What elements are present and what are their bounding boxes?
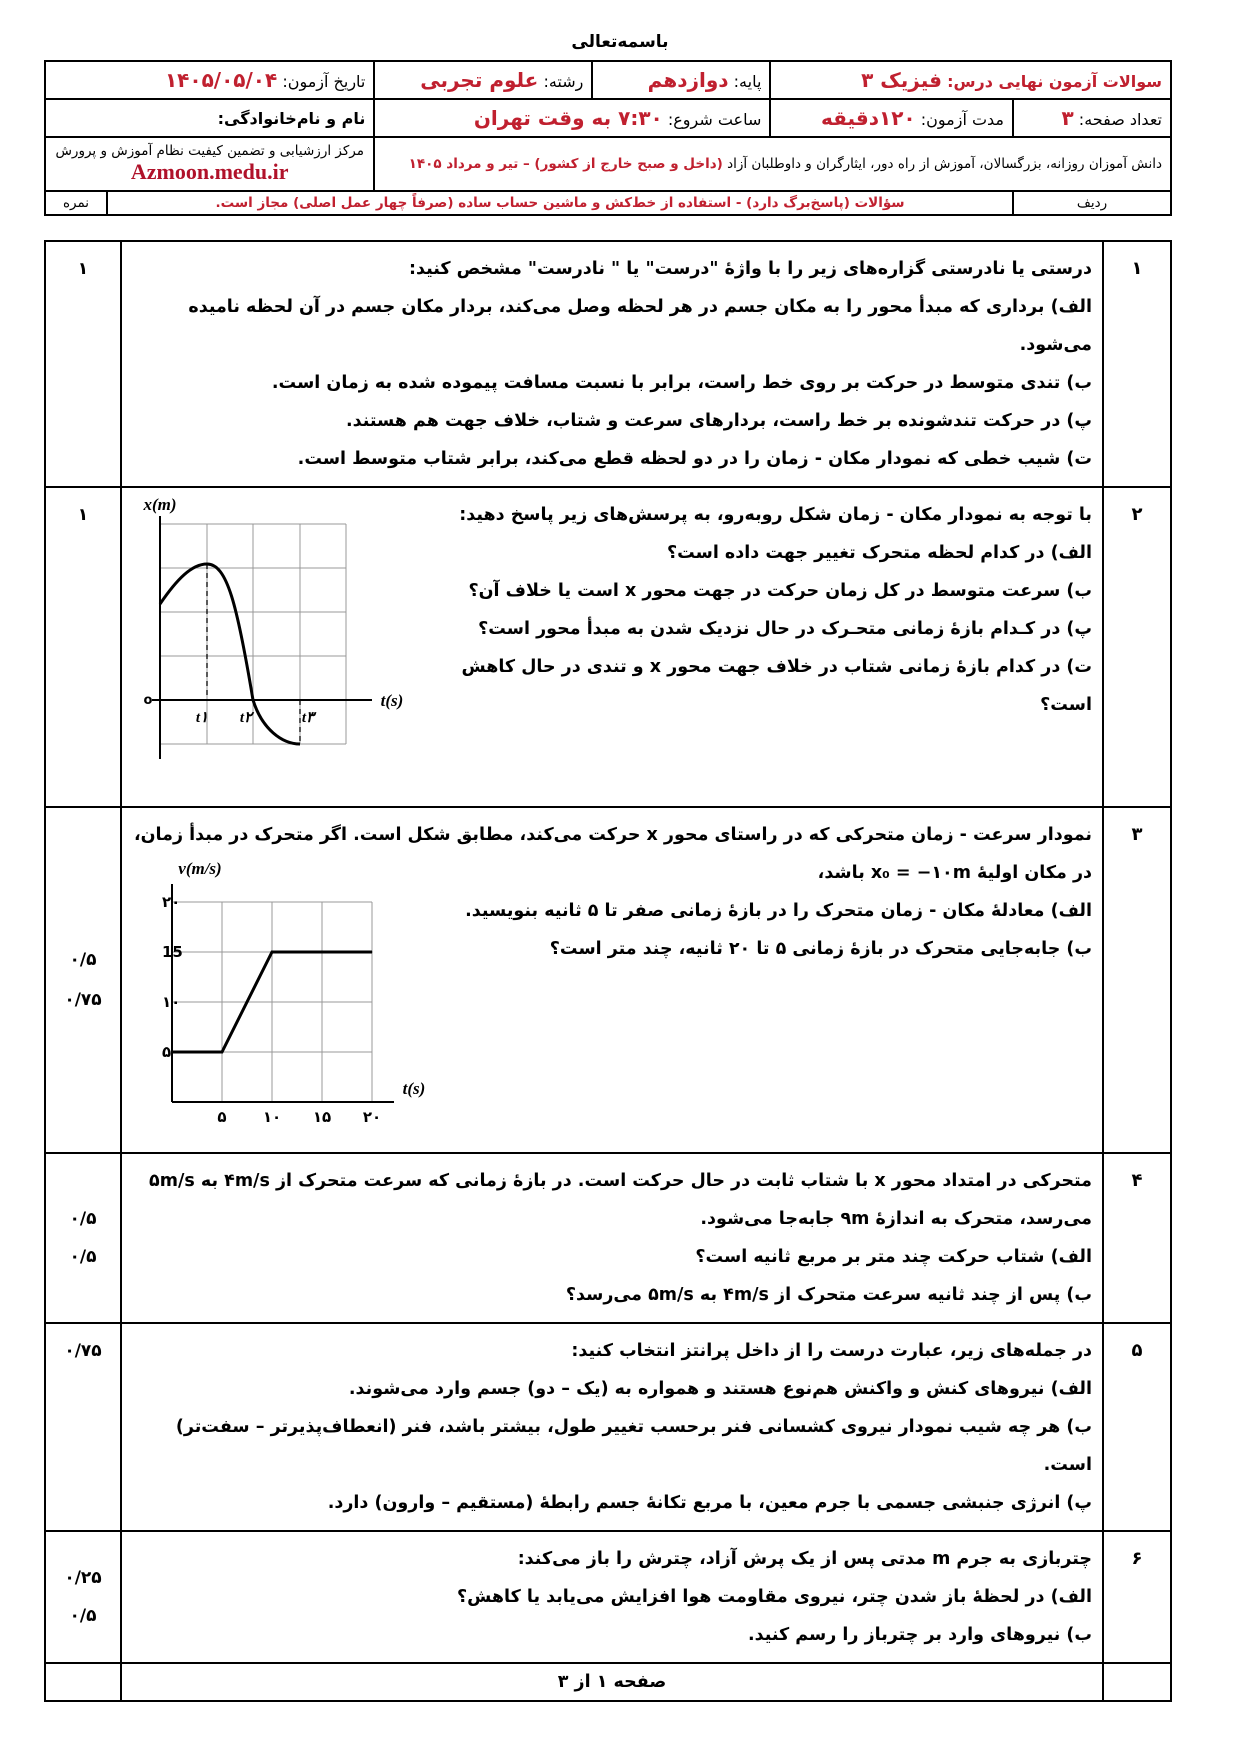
question-body [121, 1323, 1103, 1531]
question-line: ب) نیروهای وارد بر چترباز را رسم کنید. [747, 1625, 1092, 1645]
exam-title-label: سوالات آزمون نهایی درس: [947, 72, 1162, 91]
score-value: ۰/۵ [69, 950, 97, 970]
question-score [45, 807, 121, 1153]
audience-session: (داخل و صبح خارج از کشور) – تیر و مرداد ۱۴۰۵ [408, 156, 723, 172]
y-axis-label: v(m/s) [178, 859, 222, 878]
pages-label: تعداد صفحه: [1078, 110, 1162, 129]
question-line: چتربازی به جرم m مدتی پس از یک پرش آزاد، چترش را باز می‌کند: [517, 1549, 1092, 1569]
question-line: الف) در کدام لحظه متحرک تغییر جهت داده است؟ [666, 543, 1092, 563]
y-tick-label: ۵ [162, 1043, 172, 1061]
position-time-graph [132, 494, 422, 794]
duration-label: مدت آزمون: [920, 110, 1004, 129]
questions-table [44, 240, 1172, 1702]
question-number: ۶ [1103, 1531, 1171, 1663]
start-value: ۷:۳۰ به وقت تهران [473, 106, 663, 130]
origin-label: o [143, 693, 153, 708]
y-tick-label: ۱۰ [162, 993, 181, 1011]
grade-value: دوازدهم [647, 68, 729, 92]
question-score [45, 1323, 121, 1531]
question-line: درستی یا نادرستی گزاره‌های زیر را با واژهٔ "درست" یا " نادرست" مشخص کنید: [409, 259, 1092, 279]
data-point [172, 1052, 173, 1053]
question-score [45, 1153, 121, 1323]
grade-label: پایه: [733, 72, 762, 91]
question-row [45, 1531, 1171, 1663]
question-line: در جمله‌های زیر، عبارت درست را از داخل پرانتز انتخاب کنید: [571, 1341, 1092, 1361]
student-name-label: نام و نام‌خانوادگی: [217, 108, 366, 128]
question-number: ۱ [1103, 241, 1171, 487]
audience-cell [374, 137, 1171, 191]
x-tick-label: ۵ [217, 1108, 227, 1124]
score-value: ۰/۵ [69, 1606, 97, 1626]
x-axis-label: t(s) [402, 1079, 426, 1098]
y-axis-label: x(m) [143, 495, 177, 514]
y-tick-label: ۲۰ [162, 893, 181, 911]
question-number: ۳ [1103, 807, 1171, 1153]
tick-label: t۳ [301, 710, 315, 726]
date-label: تاریخ آزمون: [282, 72, 366, 91]
velocity-time-graph [132, 854, 432, 1124]
question-line: در مکان اولیهٔ x₀ = −۱۰m باشد، [817, 863, 1092, 883]
row-label-cell [1013, 191, 1171, 215]
score-label-cell [45, 191, 107, 215]
question-line: الف) شتاب حرکت چند متر بر مربع ثانیه است؟ [695, 1247, 1092, 1267]
question-number: ۲ [1103, 487, 1171, 807]
question-line: است؟ [1040, 695, 1092, 715]
question-line: پ) در کـدام بازهٔ زمانی متحـرک در حال نزدیک شدن به مبدأ محور است؟ [478, 619, 1092, 639]
field-cell [374, 61, 592, 99]
field-label: رشته: [543, 72, 584, 91]
audience-text: دانش آموزان روزانه، بزرگسالان، آموزش از راه دور، ایثارگران و داوطلبان آزاد [727, 156, 1162, 172]
score-label: نمره [62, 195, 90, 211]
data-point [222, 1052, 223, 1053]
footer-row [45, 1663, 1171, 1701]
subject-value: فیزیک ۳ [861, 68, 942, 92]
score-value: ۰/۷۵ [64, 990, 102, 1010]
question-line: ب) تندی متوسط در حرکت بر روی خط راست، برابر با نسبت مسافت پیموده شده به زمان است. [271, 373, 1092, 393]
question-line: الف) برداری که مبدأ محور را به مکان جسم در هر لحظه وصل می‌کند، بردار مکان جسم در آن لحظه نامیده می‌شود. [188, 297, 1092, 355]
start-cell [374, 99, 770, 137]
score-value: ۰/۵ [69, 1209, 97, 1229]
x-axis-label: t(s) [380, 691, 404, 710]
question-line: الف) معادلهٔ مکان - زمان متحرک را در بازهٔ زمانی صفر تا ۵ ثانیه بنویسید. [465, 901, 1092, 921]
pages-value: ۳ [1061, 106, 1074, 130]
center-cell [45, 137, 374, 191]
score-value: ۰/۷۵ [64, 1341, 102, 1361]
question-row [45, 487, 1171, 807]
tick-label: t۱ [195, 710, 209, 726]
question-row [45, 807, 1171, 1153]
score-value: ۱ [77, 259, 89, 279]
question-line: با توجه به نمودار مکان - زمان شکل روبه‌رو، به پرسش‌های زیر پاسخ دهید: [459, 505, 1092, 525]
question-line: ب) جابه‌جایی متحرک در بازهٔ زمانی ۵ تا ۲۰ ثانیه، چند متر است؟ [549, 939, 1092, 959]
question-row [45, 1323, 1171, 1531]
score-value: ۰/۲۵ [64, 1568, 102, 1588]
row-label: ردیف [1076, 195, 1108, 211]
question-row [45, 1153, 1171, 1323]
question-body [121, 1531, 1103, 1663]
site-url: Azmoon.medu.ir [130, 159, 289, 184]
center-name: مرکز ارزشیابی و تضمین کیفیت نظام آموزش و پرورش [55, 143, 364, 159]
data-point [272, 952, 273, 953]
question-score [45, 1531, 121, 1663]
score-value: ۰/۵ [69, 1247, 97, 1267]
question-number: ۵ [1103, 1323, 1171, 1531]
data-point [372, 952, 373, 953]
duration-cell [770, 99, 1013, 137]
question-line: الف) نیروهای کنش و واکنش هم‌نوع هستند و همواره به (یک – دو) جسم وارد می‌شوند. [348, 1379, 1092, 1399]
instruction-cell [107, 191, 1013, 215]
question-body [121, 241, 1103, 487]
score-value: ۱ [77, 505, 89, 525]
question-body [121, 487, 1103, 807]
duration-value: ۱۲۰دقیقه [820, 106, 916, 130]
question-score [45, 241, 121, 487]
question-line: الف) در لحظهٔ باز شدن چتر، نیروی مقاومت هوا افزایش می‌یابد یا کاهش؟ [457, 1587, 1092, 1607]
page-number: صفحه ۱ از ۳ [557, 1672, 667, 1692]
question-line: نمودار سرعت - زمان متحرکی که در راستای محور x حرکت می‌کند، مطابق شکل است. اگر متحرک در مبدأ زمان، [133, 825, 1092, 845]
student-name-cell [45, 99, 374, 137]
question-line: می‌رسد، متحرک به اندازهٔ ۹m جابه‌جا می‌شود. [700, 1209, 1092, 1229]
question-line: ب) پس از چند ثانیه سرعت متحرک از ۴m/s به ۵m/s می‌رسد؟ [565, 1285, 1092, 1305]
question-line: ت) شیب خطی که نمودار مکان - زمان را در دو لحظه قطع می‌کند، برابر شتاب متوسط است. [297, 449, 1092, 469]
y-tick-label: 15 [162, 943, 183, 961]
x-tick-label: ۲۰ [362, 1108, 382, 1124]
score-value [56, 1162, 110, 1200]
subject-cell [770, 61, 1171, 99]
x-tick-label: ۱۰ [262, 1108, 282, 1124]
page-heading: باسمه‌تعالی [571, 32, 669, 52]
pages-cell [1013, 99, 1171, 137]
date-cell [45, 61, 374, 99]
position-curve [160, 564, 300, 744]
field-value: علوم تجربی [420, 68, 539, 92]
question-line: ت) در کدام بازهٔ زمانی شتاب در خلاف جهت محور x و تندی در حال کاهش [461, 657, 1092, 677]
question-body [121, 807, 1103, 1153]
instruction-text: سؤالات (پاسخ‌برگ دارد) - استفاده از خط‌کش و ماشین حساب ساده (صرفاً چهار عمل اصلی) مجاز است. [215, 195, 905, 211]
question-body [121, 1153, 1103, 1323]
date-value: ۱۴۰۵/۰۵/۰۴ [164, 68, 278, 92]
question-line: ب) هر چه شیب نمودار نیروی کشسانی فنر برحسب تغییر طول، بیشتر باشد، فنر (انعطاف‌پذیرتر – سفت‌تر) است. [175, 1417, 1092, 1475]
question-score [45, 487, 121, 807]
question-line: پ) در حرکت تندشونده بر خط راست، بردارهای سرعت و شتاب، خلاف جهت هم هستند. [345, 411, 1092, 431]
exam-header [44, 60, 1172, 216]
start-label: ساعت شروع: [667, 110, 762, 129]
x-tick-label: ۱۵ [312, 1108, 332, 1124]
question-line: متحرکی در امتداد محور x با شتاب ثابت در حال حرکت است. در بازهٔ زمانی که سرعت متحرک از ۴m/s به ۵m/s [149, 1171, 1092, 1191]
question-row [45, 241, 1171, 487]
grade-cell [592, 61, 770, 99]
question-number: ۴ [1103, 1153, 1171, 1323]
question-line: ب) سرعت متوسط در کل زمان حرکت در جهت محور x است یا خلاف آن؟ [468, 581, 1092, 601]
question-line: پ) انرژی جنبشی جسمی با جرم معین، با مربع تکانهٔ جسم رابطهٔ (مستقیم – وارون) دارد. [327, 1493, 1092, 1513]
tick-label: t۲ [239, 710, 253, 726]
